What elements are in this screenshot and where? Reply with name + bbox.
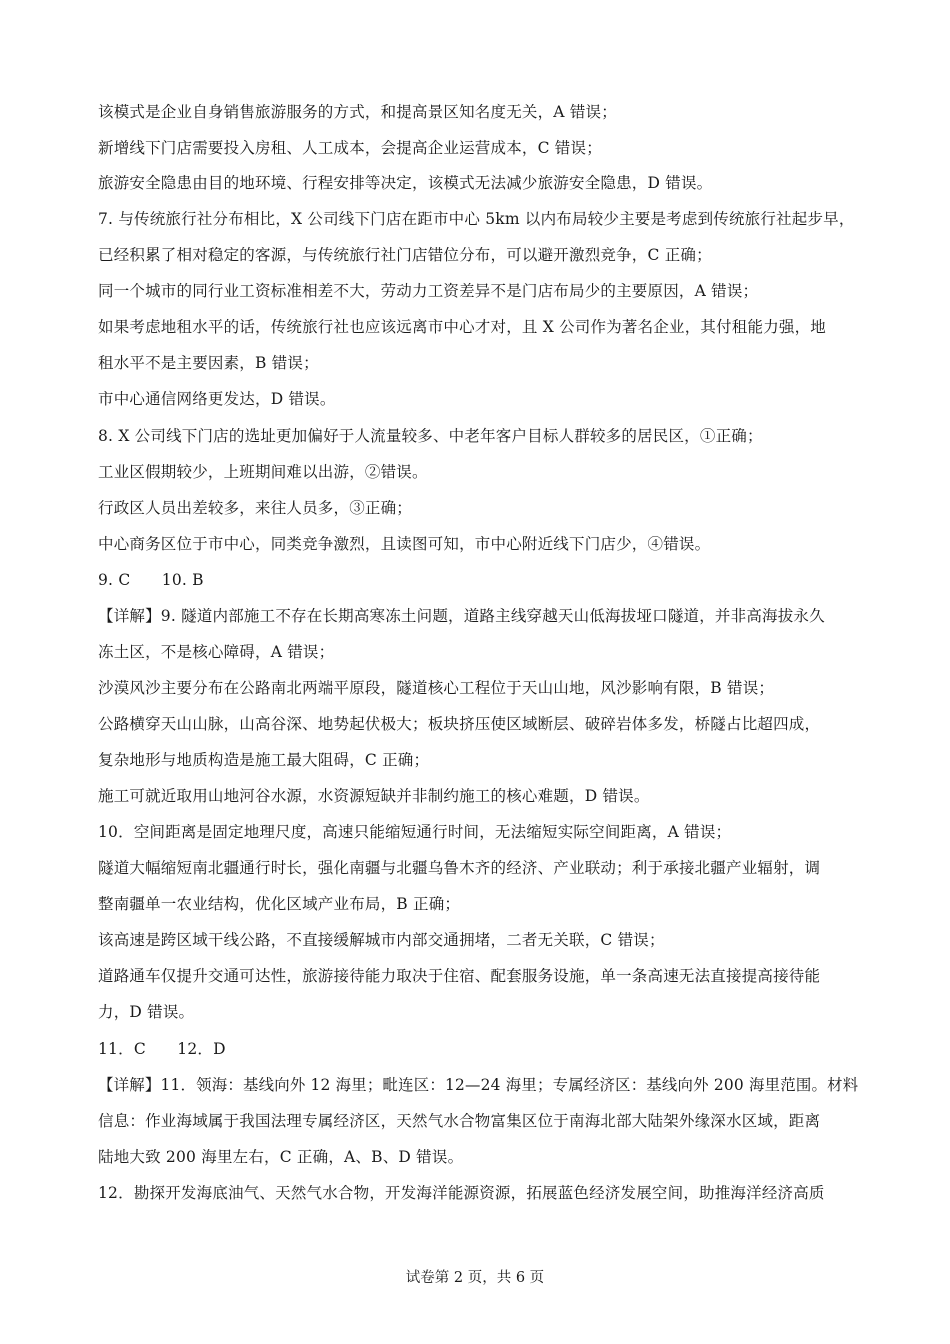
text-line: 7. 与传统旅行社分布相比，X 公司线下门店在距市中心 5km 以内布局较少主要是考虑到传统旅行社起步早， — [98, 210, 855, 228]
text-line: 整南疆单一农业结构，优化区域产业布局，B 正确； — [98, 895, 461, 913]
text-line: 公路横穿天山山脉，山高谷深、地势起伏极大；板块挤压使区域断层、破碎岩体多发，桥隧占比超四成， — [98, 715, 821, 733]
text-line: 如果考虑地租水平的话，传统旅行社也应该远离市中心才对，且 X 公司作为著名企业，其付租能力强，地 — [98, 318, 826, 336]
text-line: 旅游安全隐患由目的地环境、行程安排等决定，该模式无法减少旅游安全隐患，D 错误。 — [98, 174, 713, 192]
text-line: 同一个城市的同行业工资标准相差不大，劳动力工资差异不是门店布局少的主要原因，A 错误； — [98, 282, 759, 300]
text-line: 复杂地形与地质构造是施工最大阻碍，C 正确； — [98, 751, 430, 769]
text-line: 陆地大致 200 海里左右，C 正确，A、B、D 错误。 — [98, 1148, 464, 1166]
text-line: 【详解】11．领海：基线向外 12 海里；毗连区：12—24 海里；专属经济区：基线向外 200 海里范围。材料 — [98, 1076, 859, 1094]
text-line: 信息：作业海域属于我国法理专属经济区，天然气水合物富集区位于南海北部大陆架外缘深水区域，距离 — [98, 1112, 821, 1130]
text-line: 该高速是跨区域干线公路，不直接缓解城市内部交通拥堵，二者无关联，C 错误； — [98, 931, 665, 949]
text-line: 市中心通信网络更发达，D 错误。 — [98, 390, 336, 408]
text-line: 道路通车仅提升交通可达性，旅游接待能力取决于住宿、配套服务设施，单一条高速无法直接提高接待能 — [98, 967, 821, 985]
answer-line: 11．C 12．D — [98, 1040, 226, 1058]
answer-line: 9. C 10. B — [98, 571, 204, 589]
text-line: 隧道大幅缩短南北疆通行时长，强化南疆与北疆乌鲁木齐的经济、产业联动；利于承接北疆产业辐射，调 — [98, 859, 821, 877]
text-line: 【详解】9. 隧道内部施工不存在长期高寒冻土问题，道路主线穿越天山低海拔垭口隧道，并非高海拔永久 — [98, 607, 825, 625]
page-footer: 试卷第 2 页，共 6 页 — [405, 1270, 545, 1286]
text-line: 力，D 错误。 — [98, 1003, 195, 1021]
text-line: 沙漠风沙主要分布在公路南北两端平原段，隧道核心工程位于天山山地，风沙影响有限，B 错误； — [98, 679, 775, 697]
text-line: 冻土区，不是核心障碍，A 错误； — [98, 643, 335, 661]
text-line: 8. X 公司线下门店的选址更加偏好于人流量较多、中老年客户目标人群较多的居民区，①正确； — [98, 427, 763, 445]
text-line: 行政区人员出差较多，来往人员多，③正确； — [98, 499, 413, 517]
text-line: 12．勘探开发海底油气、天然气水合物，开发海洋能源资源，拓展蓝色经济发展空间，助推海洋经济高质 — [98, 1184, 825, 1202]
text-line: 已经积累了相对稳定的客源，与传统旅行社门店错位分布，可以避开激烈竞争，C 正确； — [98, 246, 712, 264]
text-line: 该模式是企业自身销售旅游服务的方式，和提高景区知名度无关，A 错误； — [98, 103, 617, 121]
text-line: 租水平不是主要因素，B 错误； — [98, 354, 319, 372]
text-line: 中心商务区位于市中心，同类竞争激烈，且读图可知，市中心附近线下门店少，④错误。 — [98, 535, 711, 553]
text-line: 10．空间距离是固定地理尺度，高速只能缩短通行时间，无法缩短实际空间距离，A 错误； — [98, 823, 732, 841]
text-line: 新增线下门店需要投入房租、人工成本，会提高企业运营成本，C 错误； — [98, 139, 602, 157]
text-line: 施工可就近取用山地河谷水源，水资源短缺并非制约施工的核心难题，D 错误。 — [98, 787, 650, 805]
text-line: 工业区假期较少，上班期间难以出游，②错误。 — [98, 463, 428, 481]
